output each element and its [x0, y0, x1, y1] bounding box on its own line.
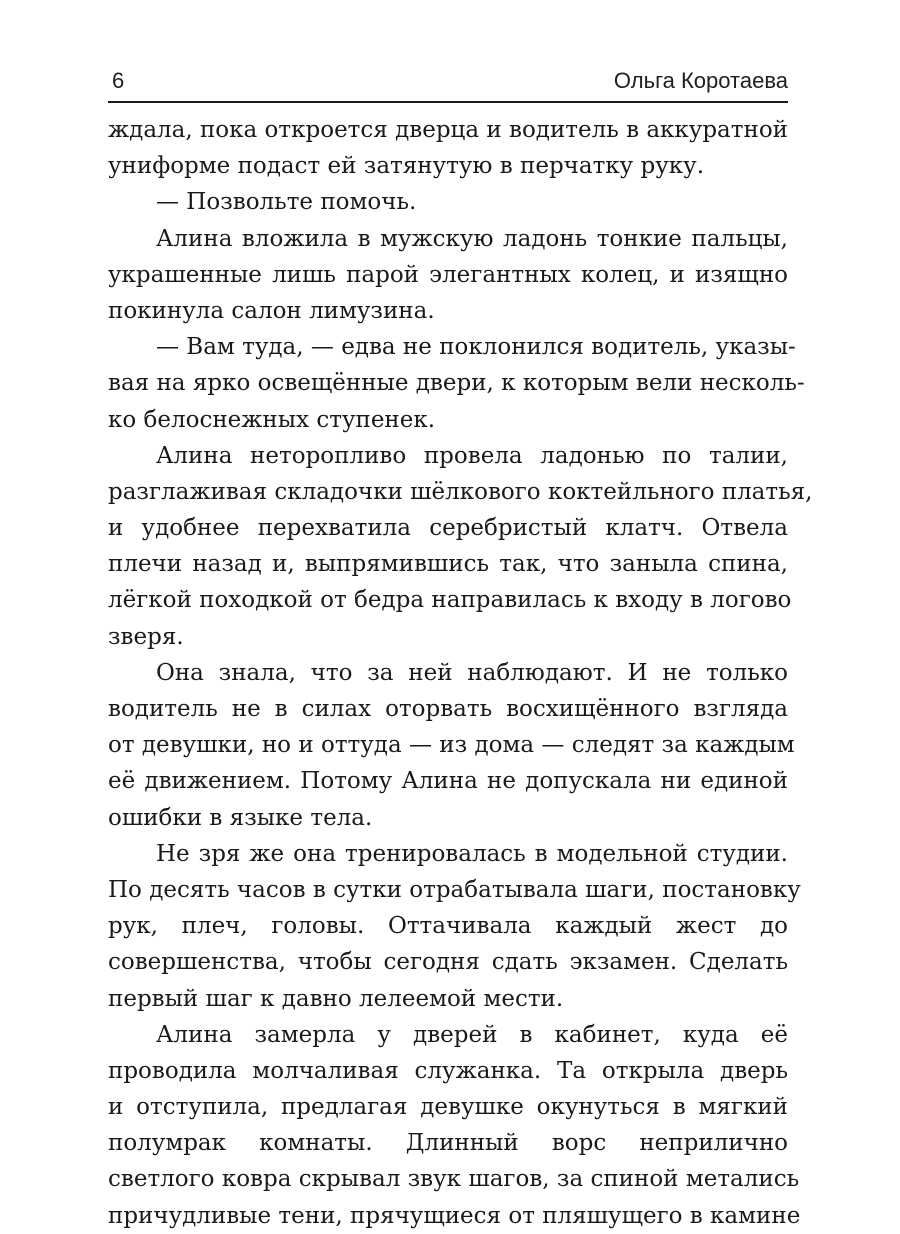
- header-rule: [108, 101, 788, 103]
- text-line: Она знала, что за ней наблюдают. И не только: [156, 659, 788, 686]
- text-line: проводила молчаливая служанка. Та открыла дверь: [108, 1057, 788, 1084]
- text-line: По десять часов в сутки отрабатывала шаги, постановку: [108, 876, 801, 903]
- text-line: и удобнее перехватила серебристый клатч. Отвела: [108, 515, 788, 542]
- text-line: украшенные лишь парой элегантных колец, и изящно: [108, 261, 788, 288]
- text-line: униформе подаст ей затянутую в перчатку руку.: [108, 153, 705, 180]
- text-line: причудливые тени, прячущиеся от пляшущего в камине: [108, 1202, 801, 1229]
- text-line: и отступила, предлагая девушке окунуться в мягкий: [108, 1094, 788, 1121]
- text-line: светлого ковра скрывал звук шагов, за спиной метались: [108, 1166, 800, 1193]
- text-line: плечи назад и, выпрямившись так, что заныла спина,: [108, 551, 788, 578]
- text-line: разглаживая складочки шёлкового коктейльного платья,: [108, 478, 813, 505]
- text-line: Алина неторопливо провела ладонью по талии,: [156, 442, 788, 469]
- text-line: Не зря же она тренировалась в модельной студии.: [156, 840, 788, 867]
- text-line: лёгкой походкой от бедра направилась к входу в логово: [108, 587, 792, 614]
- text-line: первый шаг к давно лелеемой мести.: [108, 985, 564, 1012]
- text-line: ждала, пока откроется дверца и водитель в аккуратной: [108, 117, 788, 143]
- text-line: — Вам туда, — едва не поклонился водитель, указы-: [156, 334, 796, 361]
- text-line: совершенства, чтобы сегодня сдать экзамен. Сделать: [108, 949, 788, 976]
- text-line: Алина вложила в мужскую ладонь тонкие пальцы,: [156, 225, 788, 252]
- text-line: ко белоснежных ступенек.: [108, 406, 436, 433]
- page-header: [108, 66, 788, 100]
- page-number: 6: [112, 68, 125, 93]
- text-line: водитель не в силах оторвать восхищённого взгляда: [108, 696, 788, 722]
- running-head-author: Ольга Коротаева: [613, 68, 788, 93]
- text-line: ошибки в языке тела.: [108, 804, 373, 831]
- body-text: [108, 112, 813, 1234]
- text-line: покинула салон лимузина.: [108, 297, 435, 324]
- text-line: от девушки, но и оттуда — из дома — следят за каждым: [108, 732, 795, 759]
- text-line: зверя.: [108, 623, 184, 650]
- text-line: — Позвольте помочь.: [156, 189, 417, 216]
- text-line: рук, плеч, головы. Оттачивала каждый жест до: [108, 913, 788, 940]
- text-line: Алина замерла у дверей в кабинет, куда её: [156, 1021, 788, 1048]
- text-line: вая на ярко освещённые двери, к которым вели несколь-: [108, 370, 805, 397]
- text-line: её движением. Потому Алина не допускала ни единой: [108, 768, 788, 795]
- text-line: полумрак комнаты. Длинный ворс неприлично: [108, 1130, 788, 1157]
